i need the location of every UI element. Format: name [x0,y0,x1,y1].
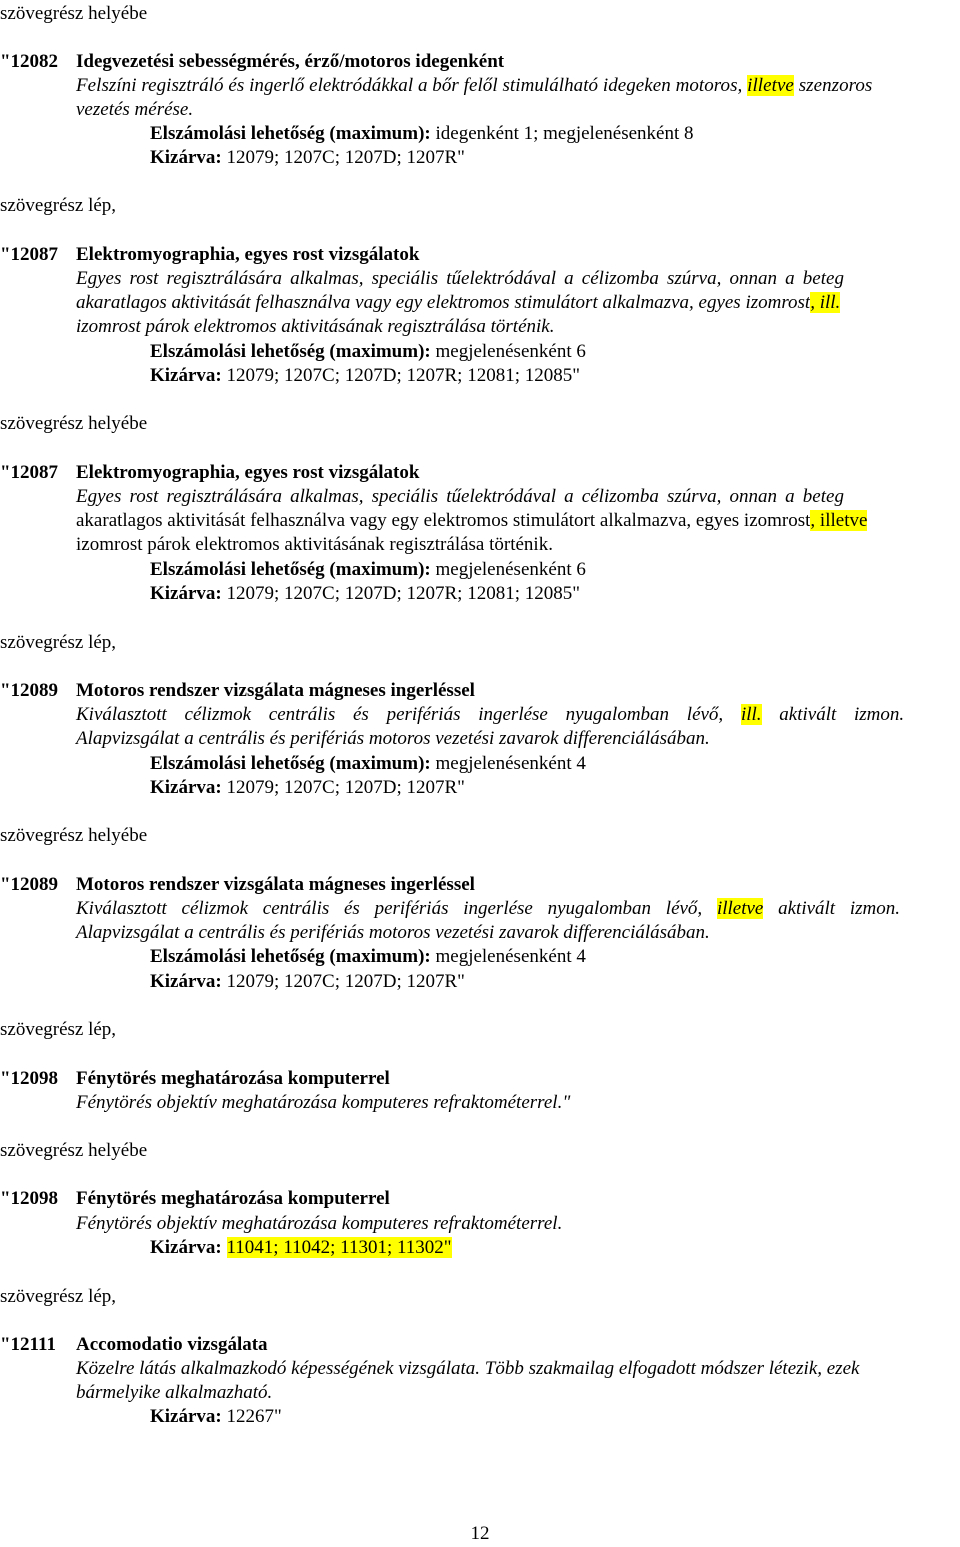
billing-value: megjelenésenként 4 [430,946,586,967]
entry-code: "12111 [0,1334,56,1355]
description-line: izomrost párok elektromos aktivitásának regisztrálása történik. [76,316,555,337]
section-marker: szövegrész lép, [0,1019,117,1040]
entry-code: "12089 [0,680,59,701]
billing-value: idegenként 1; megjelenésenként 8 [430,123,694,144]
description-line: Kiválasztott célizmok centrális és perifériás ingerlése nyugalomban lévő, ill. aktivált izmon. [76,704,905,725]
entry-title: Motoros rendszer vizsgálata mágneses ingerléssel [76,680,475,701]
highlight: illetve [716,898,764,919]
billing-line [150,340,586,364]
description-line: Alapvizsgálat a centrális és perifériás motoros vezetési zavarok differenciálásában. [76,728,710,749]
billing-label: Elszámolási lehetőség (maximum): [150,946,431,967]
exclusion-label: Kizárva: [150,777,222,798]
description-line: vezetés mérése. [76,99,194,120]
description-line: Kiválasztott célizmok centrális és perifériás ingerlése nyugalomban lévő, illetve aktivált izmon. [76,898,900,919]
page-number: 12 [470,1523,490,1544]
description-line: bármelyike alkalmazható. [76,1382,273,1403]
exclusion-label: Kizárva: [150,147,222,168]
exclusion-value: 12079; 1207C; 1207D; 1207R" [221,777,465,798]
billing-value: megjelenésenként 4 [430,753,586,774]
entry-description [76,703,956,751]
billing-line [150,945,586,969]
description-line: izomrost párok elektromos aktivitásának regisztrálása történik. [76,534,553,555]
exclusion-line [150,1236,452,1260]
entry-title: Motoros rendszer vizsgálata mágneses ingerléssel [76,874,475,895]
entry-description [76,485,956,557]
description-line: Egyes rost regisztrálására alkalmas, speciális tűelektródával a célizomba szúrva, onnan a beteg [76,268,844,289]
description-line: akaratlagos aktivitását felhasználva vagy egy elektromos stimulátort alkalmazva, egyes izomrost, ill. [76,292,841,313]
exclusion-line [150,364,580,388]
exclusion-label: Kizárva: [150,1406,222,1427]
description-line: Fénytörés objektív meghatározása komputeres refraktométerrel. [76,1213,563,1234]
exclusion-label: Kizárva: [150,971,222,992]
exclusion-value: 12079; 1207C; 1207D; 1207R; 12081; 12085" [221,583,580,604]
billing-label: Elszámolási lehetőség (maximum): [150,753,431,774]
entry-code: "12089 [0,874,59,895]
description-line: Felszíni regisztráló és ingerlő elektródákkal a bőr felől stimulálható idegeken motoros, illetve szenzoros [76,75,873,96]
exclusion-line [150,582,580,606]
billing-line [150,558,586,582]
billing-label: Elszámolási lehetőség (maximum): [150,341,431,362]
exclusion-value: 12267" [221,1406,282,1427]
entry-code: "12087 [0,244,59,265]
entry-description [76,1091,956,1115]
billing-value: megjelenésenként 6 [430,341,586,362]
entry-description [76,897,956,945]
highlight: , ill. [810,292,841,313]
description-line: Egyes rost regisztrálására alkalmas, speciális tűelektródával a célizomba szúrva, onnan a beteg [76,486,844,507]
billing-label: Elszámolási lehetőség (maximum): [150,559,431,580]
exclusion-line [150,146,465,170]
exclusion-line [150,970,465,994]
exclusion-line [150,776,465,800]
billing-label: Elszámolási lehetőség (maximum): [150,123,431,144]
entry-title: Fénytörés meghatározása komputerrel [76,1188,390,1209]
entry-title: Idegvezetési sebességmérés, érző/motoros idegenként [76,51,505,72]
entry-title: Accomodatio vizsgálata [76,1334,268,1355]
exclusion-label: Kizárva: [150,1237,222,1258]
entry-code: "12087 [0,462,59,483]
entry-code: "12082 [0,51,59,72]
section-marker: szövegrész lép, [0,195,117,216]
entry-title: Elektromyographia, egyes rost vizsgálatok [76,462,420,483]
exclusion-value: 12079; 1207C; 1207D; 1207R" [221,147,465,168]
entry-code: "12098 [0,1188,59,1209]
section-marker: szövegrész helyébe [0,1140,148,1161]
highlight: ill. [740,704,762,725]
exclusion-label: Kizárva: [150,365,222,386]
exclusion-value: 12079; 1207C; 1207D; 1207R; 12081; 12085" [221,365,580,386]
entry-description [76,1357,956,1405]
entry-description [76,74,956,122]
section-marker: szövegrész helyébe [0,825,148,846]
description-line: Alapvizsgálat a centrális és perifériás motoros vezetési zavarok differenciálásában. [76,922,710,943]
entry-title: Elektromyographia, egyes rost vizsgálatok [76,244,420,265]
exclusion-value: 12079; 1207C; 1207D; 1207R" [221,971,465,992]
description-line: Fénytörés objektív meghatározása komputeres refraktométerrel." [76,1092,571,1113]
section-marker: szövegrész helyébe [0,3,148,24]
exclusion-line [150,1405,282,1429]
entry-description [76,1212,956,1236]
description-line: akaratlagos aktivitását felhasználva vagy egy elektromos stimulátort alkalmazva, egyes izomrost, illetve [76,510,868,531]
entry-title: Fénytörés meghatározása komputerrel [76,1068,390,1089]
exclusion-value: 11041; 11042; 11301; 11302" [226,1237,452,1258]
highlight: illetve [747,75,794,96]
billing-value: megjelenésenként 6 [430,559,586,580]
description-line: Közelre látás alkalmazkodó képességének vizsgálata. Több szakmailag elfogadott módszer létezik, ezek [76,1358,860,1379]
entry-code: "12098 [0,1068,59,1089]
section-marker: szövegrész lép, [0,1286,117,1307]
exclusion-label: Kizárva: [150,583,222,604]
highlight: , illetve [810,510,868,531]
section-marker: szövegrész lép, [0,632,117,653]
section-marker: szövegrész helyébe [0,413,148,434]
billing-line [150,752,586,776]
entry-description [76,267,956,339]
billing-line [150,122,693,146]
